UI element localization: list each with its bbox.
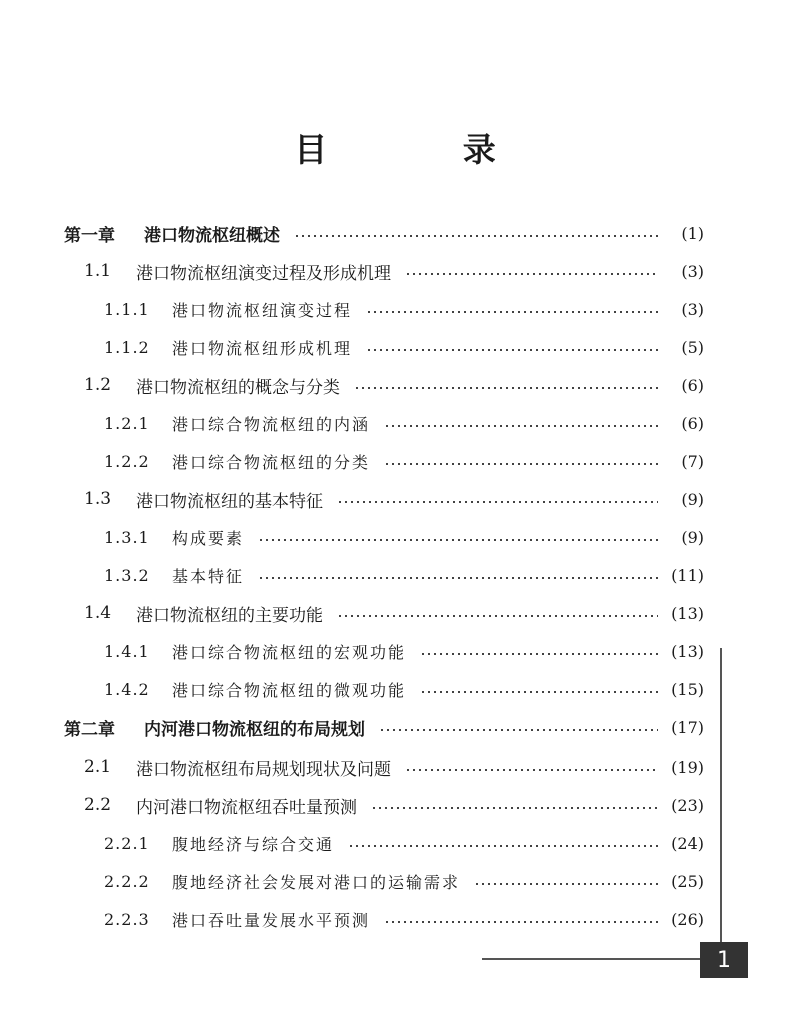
toc-entry-label: 港口综合物流枢纽的内涵 — [172, 414, 371, 434]
dot-leader — [354, 387, 658, 389]
margin-rule — [720, 648, 722, 948]
toc-entry-number: 1.4 — [84, 603, 112, 623]
dot-leader — [366, 311, 658, 313]
toc-entry-page: (26) — [671, 909, 704, 929]
dot-leader — [474, 883, 658, 885]
toc-entry-number: 1.4.1 — [104, 641, 150, 661]
toc-entry-label: 港口综合物流枢纽的宏观功能 — [172, 642, 407, 662]
toc-entry-label: 内河港口物流枢纽吞吐量预测 — [136, 797, 357, 818]
toc-entry-page: (25) — [671, 871, 704, 891]
toc-entry-page: (3) — [681, 299, 704, 319]
toc-entry-number: 1.2.1 — [104, 413, 150, 433]
toc-entry-page: (5) — [681, 337, 704, 357]
dot-leader — [405, 769, 658, 771]
dot-leader — [348, 845, 658, 847]
toc-entry-page: (13) — [671, 603, 704, 623]
toc-entry — [104, 636, 704, 666]
dot-leader — [420, 653, 658, 655]
toc-entry-number: 1.3 — [84, 489, 112, 509]
toc-entry — [104, 446, 704, 476]
dot-leader — [384, 463, 658, 465]
toc-entry-page: (11) — [671, 565, 704, 585]
dot-leader — [371, 807, 658, 809]
toc-entry-label: 港口物流枢纽的基本特征 — [136, 491, 323, 512]
toc-entry-number: 1.1.2 — [104, 337, 150, 357]
footer-rule — [482, 958, 700, 960]
toc-entry-number: 第二章 — [64, 719, 115, 740]
toc-entry — [104, 294, 704, 324]
toc-entry — [64, 218, 704, 248]
toc-entry-label: 港口综合物流枢纽的微观功能 — [172, 680, 407, 700]
dot-leader — [405, 273, 658, 275]
toc-entry — [84, 256, 704, 286]
dot-leader — [337, 615, 658, 617]
toc-entry-page: (17) — [671, 717, 704, 737]
toc-entry-label: 腹地经济与综合交通 — [172, 834, 335, 854]
toc-entry-number: 第一章 — [64, 225, 115, 246]
toc-entry-label: 港口物流枢纽的概念与分类 — [136, 377, 340, 398]
toc-entry-page: (15) — [671, 679, 704, 699]
toc-entry — [104, 408, 704, 438]
toc-entry-number: 2.2.1 — [104, 833, 150, 853]
toc-entry — [104, 866, 704, 896]
toc-entry-page: (9) — [681, 489, 704, 509]
toc-entry — [84, 598, 704, 628]
dot-leader — [337, 501, 658, 503]
toc-entry-label: 港口物流枢纽的主要功能 — [136, 605, 323, 626]
toc-entry — [84, 370, 704, 400]
toc-entry-number: 1.4.2 — [104, 679, 150, 699]
toc-entry — [84, 752, 704, 782]
toc-entry-label: 港口物流枢纽概述 — [144, 225, 280, 246]
toc-entry — [104, 828, 704, 858]
dot-leader — [379, 729, 658, 731]
toc-entry — [104, 522, 704, 552]
toc-entry-number: 1.3.2 — [104, 565, 150, 585]
toc-entry — [64, 712, 704, 742]
toc-entry-number: 1.3.1 — [104, 527, 150, 547]
toc-entry-number: 2.2 — [84, 795, 112, 815]
dot-leader — [258, 539, 658, 541]
toc-entry-page: (7) — [681, 451, 704, 471]
toc-entry — [104, 674, 704, 704]
toc-entry-page: (1) — [681, 223, 704, 243]
toc-entry-page: (9) — [681, 527, 704, 547]
toc-entry-label: 港口综合物流枢纽的分类 — [172, 452, 371, 472]
toc-entry-label: 基本特征 — [172, 566, 245, 586]
toc-entry-page: (24) — [671, 833, 704, 853]
toc-entry-label: 港口吞吐量发展水平预测 — [172, 910, 371, 930]
toc-entry-page: (6) — [681, 375, 704, 395]
toc-entry-page: (19) — [671, 757, 704, 777]
page-title: 目 录 — [294, 130, 558, 169]
dot-leader — [294, 235, 658, 237]
toc-entry-label: 内河港口物流枢纽的布局规划 — [144, 719, 365, 740]
toc-entry-label: 腹地经济社会发展对港口的运输需求 — [172, 872, 461, 892]
toc-entry-page: (13) — [671, 641, 704, 661]
page-number: 1 — [700, 942, 748, 978]
toc-entry — [104, 904, 704, 934]
dot-leader — [366, 349, 658, 351]
toc-entry-number: 2.2.2 — [104, 871, 150, 891]
toc-entry-label: 港口物流枢纽演变过程及形成机理 — [136, 263, 391, 284]
toc-entry-number: 1.2 — [84, 375, 112, 395]
toc-entry-label: 港口物流枢纽形成机理 — [172, 338, 353, 358]
dot-leader — [258, 577, 658, 579]
toc-entry — [104, 332, 704, 362]
toc-entry-number: 1.2.2 — [104, 451, 150, 471]
toc-entry-number: 1.1 — [84, 261, 112, 281]
toc-entry-page: (3) — [681, 261, 704, 281]
dot-leader — [420, 691, 658, 693]
toc-entry-label: 港口物流枢纽演变过程 — [172, 300, 353, 320]
toc-entry — [104, 560, 704, 590]
toc-entry-number: 2.1 — [84, 757, 112, 777]
toc-entry-label: 构成要素 — [172, 528, 245, 548]
toc-entry-number: 1.1.1 — [104, 299, 150, 319]
dot-leader — [384, 425, 658, 427]
toc-entry-label: 港口物流枢纽布局规划现状及问题 — [136, 759, 391, 780]
toc-entry — [84, 484, 704, 514]
dot-leader — [384, 921, 658, 923]
toc-entry — [84, 790, 704, 820]
toc-entry-page: (6) — [681, 413, 704, 433]
toc-entry-number: 2.2.3 — [104, 909, 150, 929]
toc-entry-page: (23) — [671, 795, 704, 815]
